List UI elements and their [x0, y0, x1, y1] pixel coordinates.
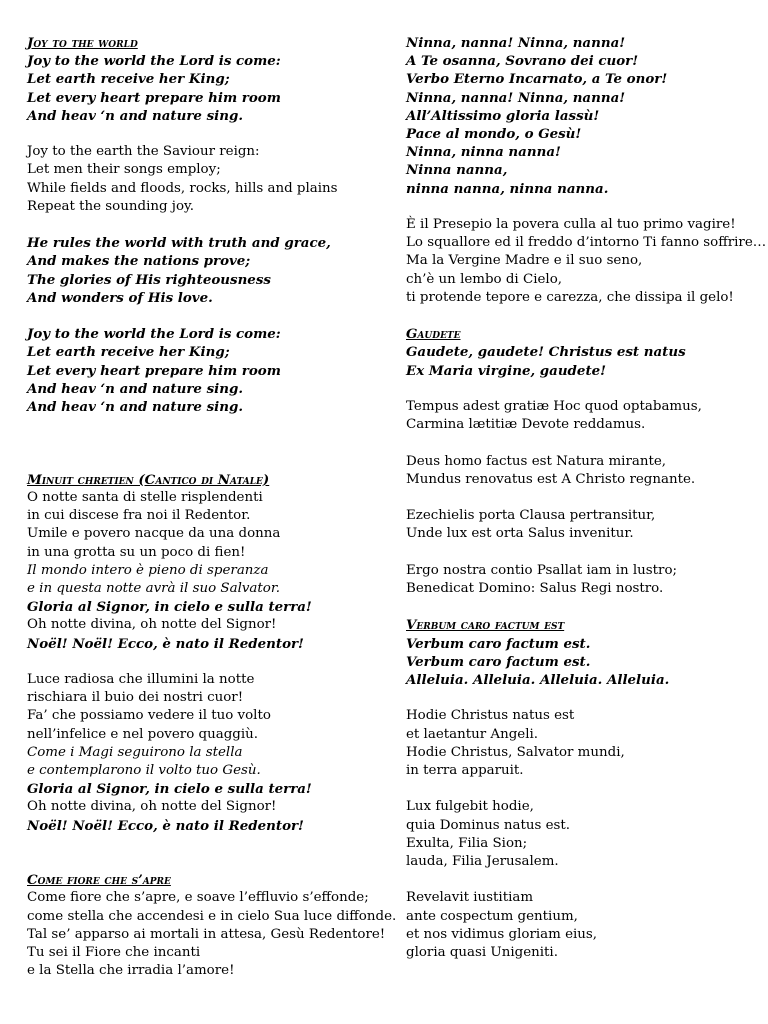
lyric-line-chorus: And heav ‘n and nature sing. [27, 380, 243, 397]
lyric-line-chorus: And makes the nations prove; [27, 253, 251, 270]
lyric-line: Oh notte divina, oh notte del Signor! [27, 617, 277, 633]
lyric-line: Lux fulgebit hodie, [406, 799, 534, 815]
lyric-line-chorus: Let every heart prepare him room [27, 362, 281, 379]
stanza-gap [27, 453, 387, 471]
song-title: Gaudete [406, 326, 461, 343]
lyric-line: Hodie Christus, Salvator mundi, [406, 744, 625, 760]
lyric-line: lauda, Filia Jerusalem. [406, 854, 559, 869]
lyric-line: ante cospectum gentium, [406, 908, 578, 924]
lyric-line: e la Stella che irradia l’amore! [27, 963, 235, 979]
lyric-line: Ma la Vergine Madre e il suo seno, [406, 253, 643, 269]
lyric-line-chorus: And heav ‘n and nature sing. [27, 399, 243, 416]
song-title: Minuit chretien (Cantico di Natale) [27, 471, 270, 488]
lyric-line: Joy to the earth the Saviour reign: [27, 144, 260, 160]
stanza-gap [406, 544, 758, 562]
lyric-line-chorus: Let earth receive her King; [27, 71, 230, 88]
lyric-line: et laetantur Angeli. [406, 726, 539, 742]
lyric-line-chorus: Verbum caro factum est. [406, 635, 591, 652]
stanza-gap [27, 307, 387, 325]
lyric-line: in una grotta su un poco di fien! [27, 544, 246, 560]
lyric-line: quia Dominus natus est. [406, 817, 571, 833]
stanza-gap [27, 416, 387, 434]
lyric-line: Deus homo factus est Natura mirante, [406, 453, 667, 469]
lyric-line: Exulta, Filia Sion; [406, 835, 528, 851]
lyric-line: Mundus renovatus est A Christo regnante. [406, 471, 696, 487]
stanza-gap [406, 434, 758, 452]
lyric-line-chorus: Verbum caro factum est. [406, 653, 591, 670]
stanza-gap [406, 598, 758, 616]
stanza-gap [27, 653, 387, 671]
lyric-line: Unde lux est orta Salus invenitur. [406, 526, 634, 542]
lyric-line-chorus: Let every heart prepare him room [27, 89, 281, 106]
lyric-line-chorus: Gloria al Signor, in cielo e sulla terra! [27, 599, 312, 616]
lyric-line-chorus: Noël! Noël! Ecco, è nato il Redentor! [27, 817, 304, 834]
lyric-line-chorus: Pace al mondo, o Gesù! [406, 126, 582, 143]
lyric-line: ch’è un lembo di Cielo, [406, 271, 563, 287]
stanza-gap [27, 125, 387, 143]
lyric-line-chorus: Ex Maria virgine, gaudete! [406, 362, 607, 379]
stanza-gap [27, 216, 387, 234]
lyric-line: Benedicat Domino: Salus Regi nostro. [406, 581, 664, 596]
lyric-line: Revelavit iustitiam [406, 890, 534, 906]
lyric-line-chorus: And wonders of His love. [27, 289, 213, 306]
lyric-line: Lo squallore ed il freddo d’intorno Ti fanno soffrire… [406, 235, 767, 251]
lyric-line-chorus: He rules the world with truth and grace, [27, 235, 331, 252]
lyric-line: Ergo nostra contio Psallat iam in lustro; [406, 562, 678, 578]
lyric-line-chorus: Ninna nanna, [406, 162, 508, 179]
lyric-line: Umile e povero nacque da una donna [27, 526, 281, 542]
lyric-line-chorus: Gloria al Signor, in cielo e sulla terra! [27, 781, 312, 798]
lyric-line-chorus: A Te osanna, Sovrano dei cuor! [406, 53, 639, 70]
lyric-line: Let men their songs employ; [27, 162, 221, 178]
stanza-gap [406, 780, 758, 798]
lyric-line: rischiara il buio dei nostri cuor! [27, 690, 244, 706]
right-column [406, 34, 767, 962]
lyric-line: ti protende tepore e carezza, che dissipa il gelo! [406, 289, 734, 305]
lyric-line: in cui discese fra noi il Redentor. [27, 508, 251, 524]
lyric-line-chorus: Let earth receive her King; [27, 344, 230, 361]
lyric-line-chorus: ninna nanna, ninna nanna. [406, 180, 609, 197]
lyric-line-chorus: Alleluia. Alleluia. Alleluia. Alleluia. [406, 672, 670, 688]
lyric-line-chorus: All’Altissimo gloria lassù! [406, 107, 600, 124]
lyric-line-chorus: Verbo Eterno Incarnato, a Te onor! [406, 71, 668, 88]
lyric-line: While fields and floods, rocks, hills and plains [27, 180, 338, 196]
lyric-line-italic: Come i Magi seguirono la stella [27, 744, 243, 760]
lyric-line: Oh notte divina, oh notte del Signor! [27, 799, 277, 815]
lyric-line: Tal se’ apparso ai mortali in attesa, Gesù Redentore! [27, 926, 386, 942]
lyric-line: come stella che accendesi e in cielo Sua luce diffonde. [27, 908, 397, 924]
lyric-line-italic: e in questa notte avrà il suo Salvator. [27, 581, 281, 596]
lyric-line: O notte santa di stelle risplendenti [27, 489, 263, 505]
lyric-line: Repeat the sounding joy. [27, 198, 195, 214]
stanza-gap [406, 198, 758, 216]
lyric-line: Hodie Christus natus est [406, 708, 575, 724]
lyric-line-chorus: Ninna, nanna! Ninna, nanna! [406, 35, 626, 51]
stanza-gap [406, 689, 758, 707]
song-title: Joy to the world [27, 35, 138, 51]
stanza-gap [406, 489, 758, 507]
lyric-line-chorus: Noël! Noël! Ecco, è nato il Redentor! [27, 635, 304, 652]
lyric-line: Tempus adest gratiæ Hoc quod optabamus, [406, 399, 702, 415]
song-title: Verbum caro factum est [406, 617, 565, 634]
lyric-line-chorus: Joy to the world the Lord is come: [27, 326, 281, 343]
lyric-line: et nos vidimus gloriam eius, [406, 926, 598, 942]
song-title: Come fiore che s’apre [27, 872, 171, 889]
lyric-line-chorus: Ninna, ninna nanna! [406, 144, 561, 161]
lyric-line: nell’infelice e nel povero quaggiù. [27, 726, 259, 742]
lyric-line-chorus: And heav ‘n and nature sing. [27, 107, 243, 124]
stanza-gap [406, 380, 758, 398]
left-column [27, 34, 397, 980]
lyric-line: Tu sei il Fiore che incanti [27, 945, 201, 961]
lyric-line-chorus: Joy to the world the Lord is come: [27, 53, 281, 70]
lyric-line: Fa’ che possiamo vedere il tuo volto [27, 708, 271, 724]
stanza-gap [406, 307, 758, 325]
lyric-line: Carmina lætitiæ Devote reddamus. [406, 417, 646, 433]
lyric-line-italic: e contemplarono il volto tuo Gesù. [27, 763, 261, 779]
lyric-line: Ezechielis porta Clausa pertransitur, [406, 508, 656, 524]
lyric-line: Luce radiosa che illumini la notte [27, 672, 255, 687]
lyric-line-chorus: The glories of His righteousness [27, 271, 271, 288]
stanza-gap [27, 434, 387, 452]
lyric-line-chorus: Gaudete, gaudete! Christus est natus [406, 344, 686, 361]
stanza-gap [27, 835, 387, 853]
lyric-line: in terra apparuit. [406, 763, 524, 778]
lyric-line-italic: Il mondo intero è pieno di speranza [27, 562, 269, 578]
stanza-gap [27, 853, 387, 871]
lyric-line: Come fiore che s’apre, e soave l’effluvio s’effonde; [27, 890, 369, 906]
lyric-line: È il Presepio la povera culla al tuo primo vagire! [406, 217, 736, 233]
lyric-line-chorus: Ninna, nanna! Ninna, nanna! [406, 89, 626, 106]
lyric-line: gloria quasi Unigeniti. [406, 945, 558, 960]
stanza-gap [406, 871, 758, 889]
